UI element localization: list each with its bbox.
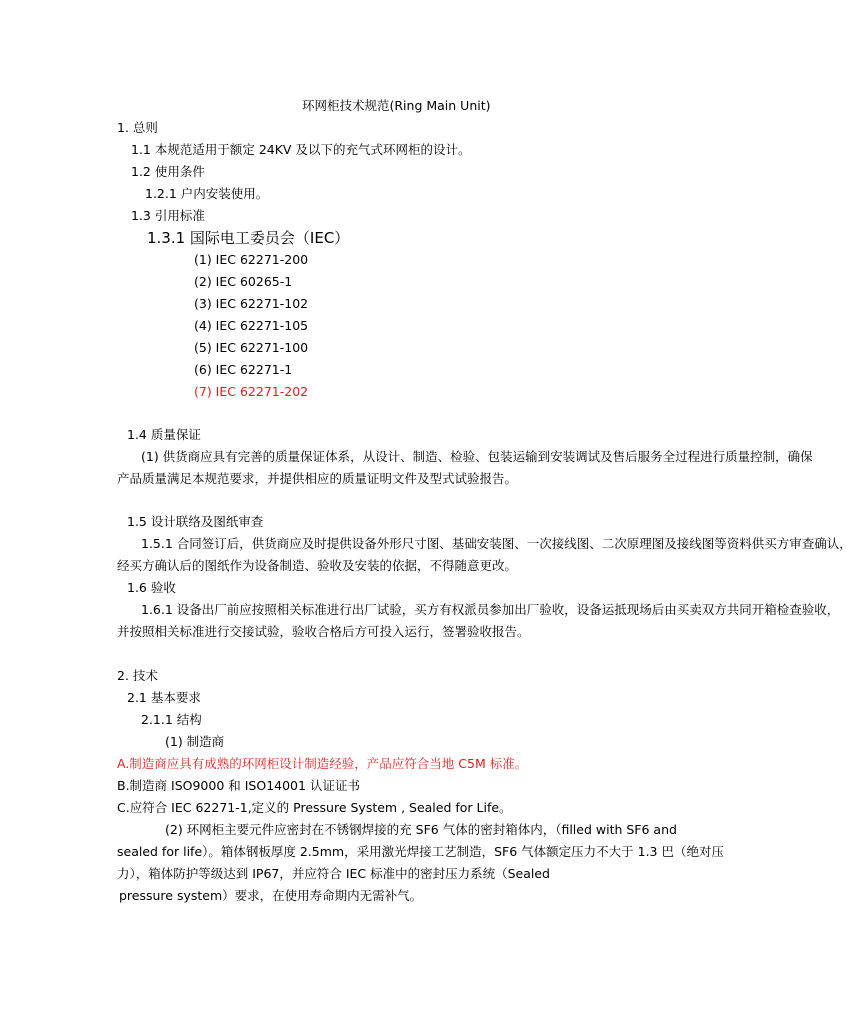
paragraph-line: 经买方确认后的图纸作为设备制造、验收及安装的依据，不得随意更改。 <box>117 558 518 573</box>
paragraph-line: 1.5.1 合同签订后，供货商应及时提供设备外形尺寸图、基础安装图、一次接线图、二次原理图及接线图等资料供买方审查确认， <box>141 536 852 551</box>
paragraph-line: (1) 供货商应具有完善的质量保证体系，从设计、制造、检验、包装运输到安装调试及售后服务全过程进行质量控制，确保 <box>141 449 813 464</box>
section-heading-2: 2. 技术 <box>117 668 158 683</box>
section-1-3-1: 1.3.1 国际电工委员会（IEC） <box>147 229 350 247</box>
section-1-6: 1.6 验收 <box>127 580 176 595</box>
section-1-2: 1.2 使用条件 <box>131 164 205 179</box>
paragraph-line: pressure system）要求，在使用寿命期内无需补气。 <box>119 888 423 903</box>
section-2-1-1: 2.1.1 结构 <box>141 712 202 727</box>
paragraph-line: 1.6.1 设备出厂前应按照相关标准进行出厂试验，买方有权派员参加出厂验收，设备运抵现场后由买卖双方共同开箱检查验收， <box>141 602 840 617</box>
section-1-1: 1.1 本规范适用于额定 24KV 及以下的充气式环网柜的设计。 <box>131 142 471 157</box>
list-item-b: B.制造商 ISO9000 和 ISO14001 认证证书 <box>117 778 360 793</box>
paragraph-line: (2) 环网柜主要元件应密封在不锈钢焊接的充 SF6 气体的密封箱体内，（filled with SF6 and <box>165 822 677 837</box>
standard-item: (3) IEC 62271-102 <box>194 296 309 311</box>
section-1-3: 1.3 引用标准 <box>131 208 205 223</box>
document-title: 环网柜技术规范(Ring Main Unit) <box>302 98 491 113</box>
paragraph-line: 力），箱体防护等级达到 IP67，并应符合 IEC 标准中的密封压力系统（Sealed <box>117 866 550 881</box>
paragraph-line: sealed for life）。箱体钢板厚度 2.5mm，采用激光焊接工艺制造，SF6 气体额定压力不大于 1.3 巴（绝对压 <box>117 844 724 859</box>
subitem-1: (1) 制造商 <box>165 734 225 749</box>
section-1-4: 1.4 质量保证 <box>127 427 201 442</box>
standard-item: (4) IEC 62271-105 <box>194 318 309 333</box>
section-2-1: 2.1 基本要求 <box>127 690 201 705</box>
paragraph-line: 产品质量满足本规范要求，并提供相应的质量证明文件及型式试验报告。 <box>117 471 518 486</box>
standard-item: (5) IEC 62271-100 <box>194 340 309 355</box>
list-item-a-highlighted: A.制造商应具有成熟的环网柜设计制造经验，产品应符合当地 C5M 标准。 <box>117 756 528 771</box>
list-item-c: C.应符合 IEC 62271-1,定义的 Pressure System , Sealed for Life。 <box>117 800 512 815</box>
paragraph-line: 并按照相关标准进行交接试验，验收合格后方可投入运行，签署验收报告。 <box>117 624 530 639</box>
standard-item: (2) IEC 60265-1 <box>194 274 293 289</box>
standard-item: (1) IEC 62271-200 <box>194 252 309 267</box>
standard-item: (6) IEC 62271-1 <box>194 362 293 377</box>
section-1-5: 1.5 设计联络及图纸审查 <box>127 514 264 529</box>
section-heading-1: 1. 总则 <box>117 120 158 135</box>
section-1-2-1: 1.2.1 户内安装使用。 <box>145 186 269 201</box>
standard-item-highlighted: (7) IEC 62271-202 <box>194 384 309 399</box>
